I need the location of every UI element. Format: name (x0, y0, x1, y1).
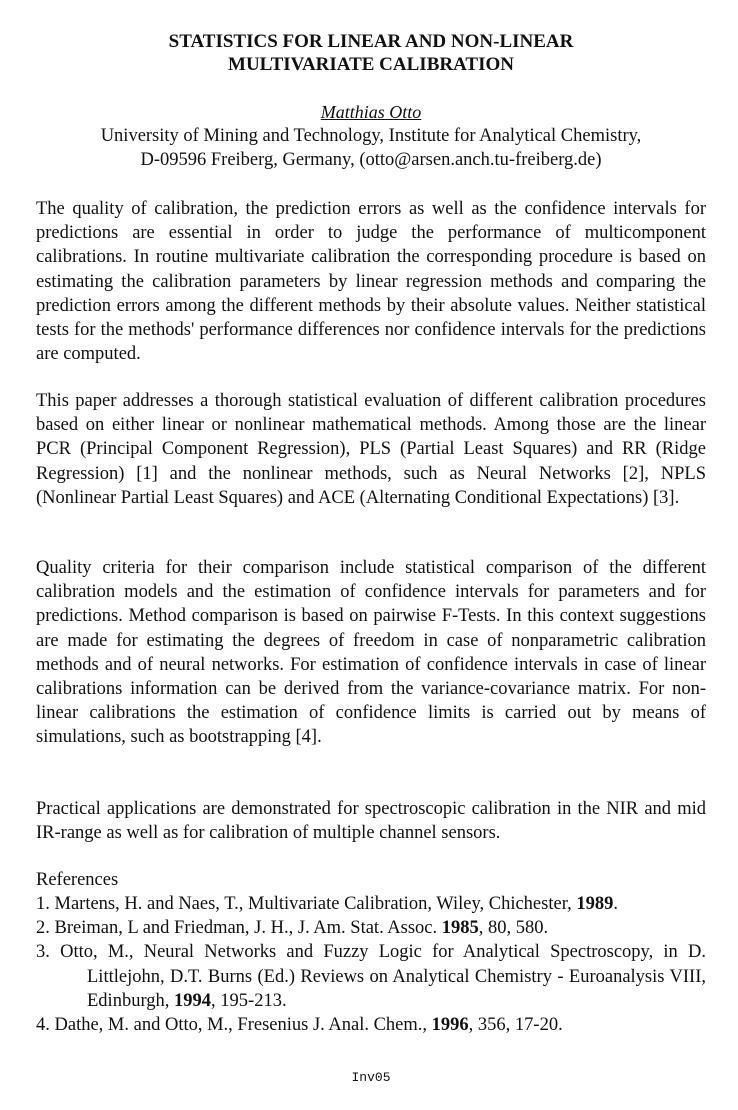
author-name: Matthias Otto (320, 102, 422, 122)
reference-tail: , 80, 580. (478, 918, 549, 939)
paper-title (36, 30, 706, 76)
reference-year: 1985 (441, 918, 479, 939)
title-line-1: STATISTICS FOR LINEAR AND NON-LINEAR (168, 31, 574, 52)
reference-number: 2. (36, 918, 50, 939)
reference-text: Dathe, M. and Otto, M., Fresenius J. Anal. Chem., (54, 1015, 432, 1036)
reference-tail: , 195-213. (211, 990, 287, 1011)
reference-tail: . (613, 894, 618, 914)
reference-number: 3. (36, 942, 50, 963)
reference-text: Otto, M., Neural Networks and Fuzzy Logic for Analytical Spectroscopy, in D. Littlejohn, D.T. Burns (Ed.) Reviews on Analytical Chemistry - Euroanalysis VIII, Edinburgh, (60, 942, 706, 1011)
affiliation-line-1: University of Mining and Technology, Institute for Analytical Chemistry, (100, 126, 642, 146)
reference-item (36, 1013, 706, 1037)
reference-text: Breiman, L and Friedman, J. H., J. Am. Stat. Assoc. (54, 918, 442, 939)
reference-text: Martens, H. and Naes, T., Multivariate Calibration, Wiley, Chichester, (54, 894, 577, 914)
abstract-paragraph-3: Quality criteria for their comparison include statistical comparison of the different calibration models and the estimation of confidence intervals for parameters and for predictions. Method comparison is based on pairwise F-Tests. In this context suggestions are made for estimating the degrees of freedom in case of nonparametric calibration methods and of neural networks. For estimation of confidence intervals in case of linear calibrations information can be derived from the variance-covariance matrix. For non-linear calibrations the estimation of confidence limits is carried out by means of simulations, such as bootstrapping [4]. (36, 558, 706, 748)
abstract-paragraph-1: The quality of calibration, the prediction errors as well as the confidence intervals for predictions are essential in order to judge the performance of multicomponent calibrations. In routine multivariate calibration the corresponding procedure is based on estimating the calibration parameters by linear regression methods and comparing the prediction errors among the different methods by their absolute values. Neither statistical tests for the methods' performance differences nor confidence intervals for the predictions are computed. (36, 199, 706, 365)
reference-tail: , 356, 17-20. (468, 1015, 563, 1036)
affiliation-line-2: D-09596 Freiberg, Germany, (otto@arsen.anch.tu-freiberg.de) (140, 150, 602, 170)
page-footer-label: Inv05 (351, 1070, 391, 1085)
reference-item (36, 916, 706, 940)
title-line-2: MULTIVARIATE CALIBRATION (228, 54, 514, 75)
references-heading: References (36, 870, 119, 890)
reference-item (36, 892, 706, 916)
reference-number: 1. (36, 894, 50, 914)
reference-list (36, 892, 706, 1037)
reference-year: 1996 (431, 1015, 469, 1036)
reference-year: 1994 (174, 990, 212, 1011)
abstract-paragraph-4: Practical applications are demonstrated for spectroscopic calibration in the NIR and mid IR-range as well as for calibration of multiple channel sensors. (36, 799, 706, 844)
abstract-paragraph-2: This paper addresses a thorough statistical evaluation of different calibration procedures based on either linear or nonlinear mathematical methods. Among those are the linear PCR (Principal Component Regression), PLS (Partial Least Squares) and RR (Ridge Regression) [1] and the nonlinear methods, such as Neural Networks [2], NPLS (Nonlinear Partial Least Squares) and ACE (Alternating Conditional Expectations) [3]. (36, 391, 706, 508)
reference-number: 4. (36, 1015, 50, 1036)
affiliation (36, 124, 706, 172)
reference-year: 1989 (576, 894, 614, 914)
reference-item (36, 940, 706, 1013)
